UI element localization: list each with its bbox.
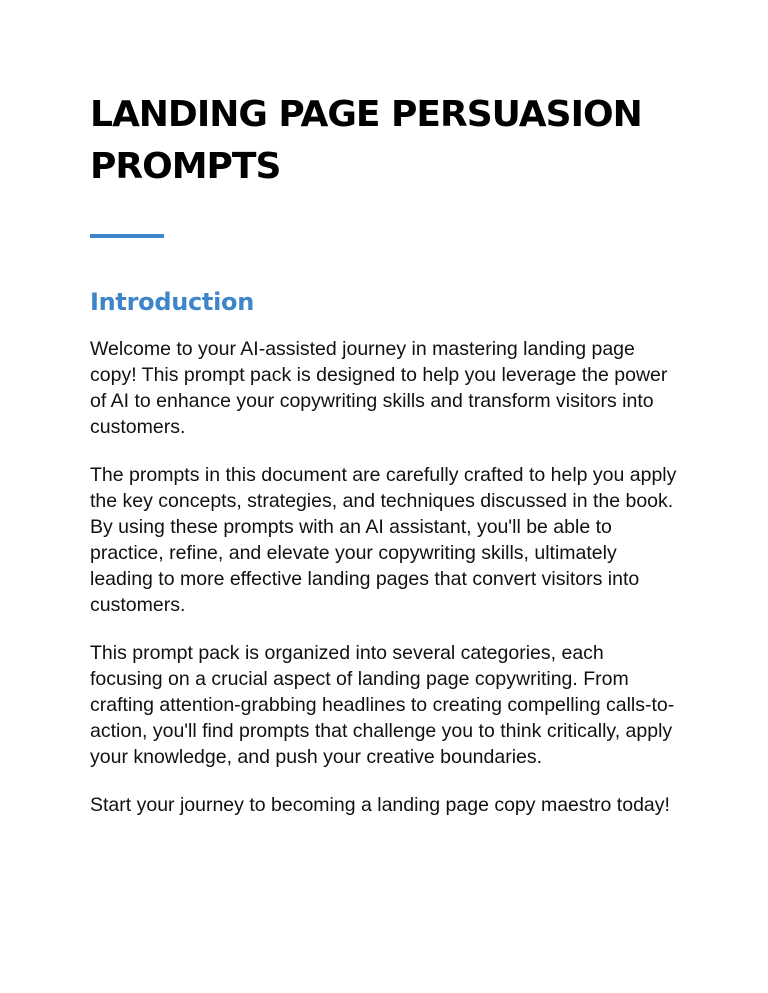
section-heading-introduction: Introduction bbox=[90, 288, 254, 316]
introduction-body bbox=[90, 336, 680, 840]
paragraph: The prompts in this document are carefully crafted to help you apply the key concepts, strategies, and techniques discussed in the book. By using these prompts with an AI assistant, you'll be able to practice, refine, and elevate your copywriting skills, ultimately leading to more effective landing pages that convert visitors into customers. bbox=[90, 464, 677, 616]
paragraph: This prompt pack is organized into several categories, each focusing on a crucial aspect of landing page copywriting. From crafting attention-grabbing headlines to creating compelling calls-to-action, you'll find prompts that challenge you to think critically, apply your knowledge, and push your creative boundaries. bbox=[90, 642, 675, 768]
paragraph: Start your journey to becoming a landing page copy maestro today! bbox=[90, 794, 670, 816]
paragraph: Welcome to your AI-assisted journey in mastering landing page copy! This prompt pack is designed to help you leverage the power of AI to enhance your copywriting skills and transform visitors into customers. bbox=[90, 338, 668, 438]
document-title: LANDING PAGE PERSUASION PROMPTS bbox=[90, 94, 642, 187]
title-accent-rule bbox=[90, 234, 164, 238]
